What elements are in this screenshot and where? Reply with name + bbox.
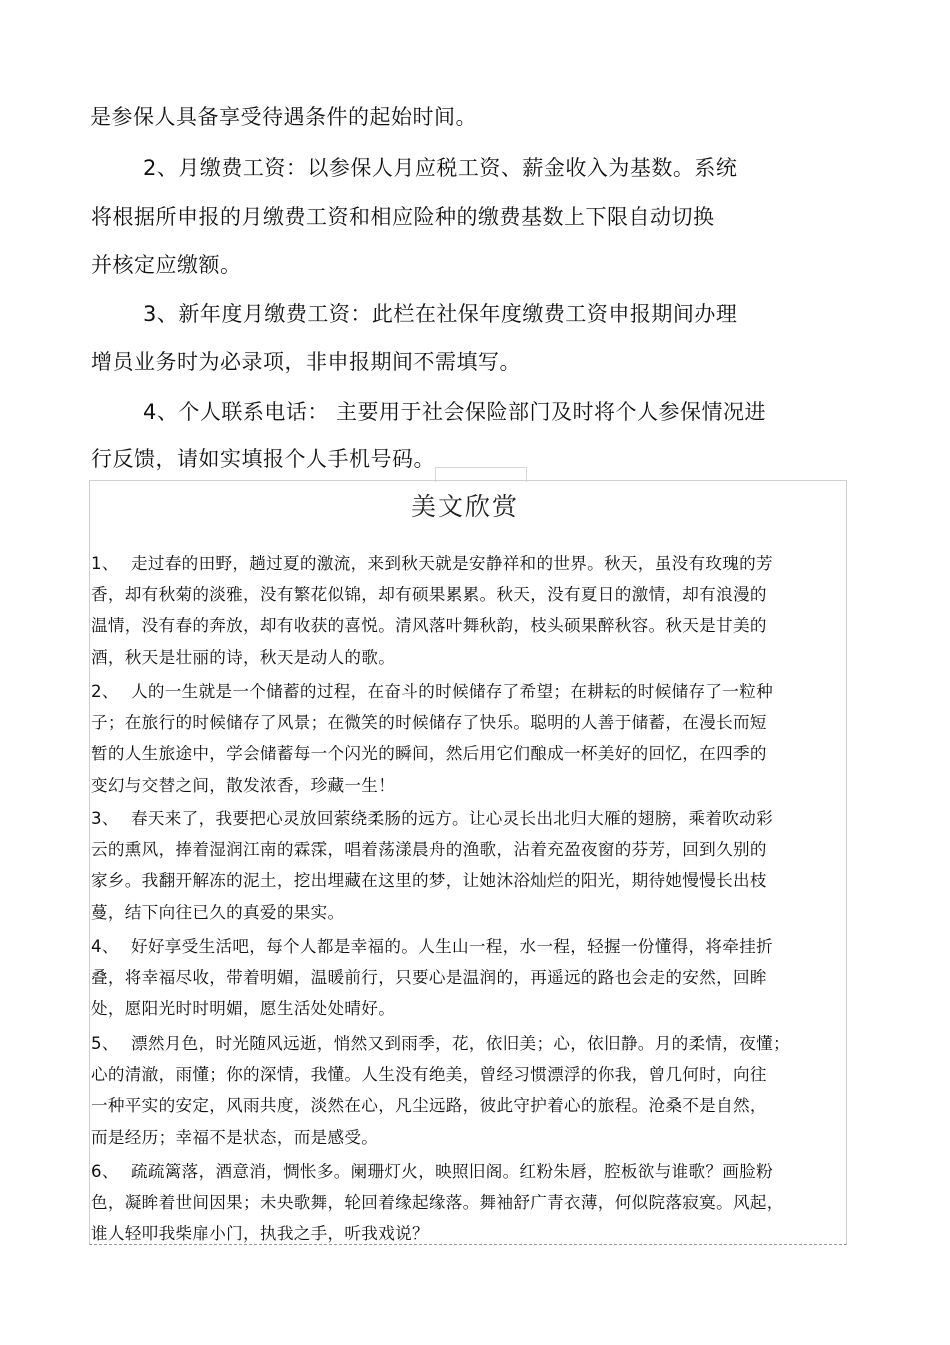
- essay-line: 一种平实的安定，风雨共度，淡然在心，凡尘远路，彼此守护着心的旅程。沧桑不是自然，: [91, 1096, 767, 1116]
- intro-line-2: 2、月缴费工资：以参保人月应税工资、薪金收入为基数。系统: [143, 156, 738, 180]
- essay-line: 温情，没有春的奔放，却有收获的喜悦。清风落叶舞秋韵，枝头硕果醉秋容。秋天是甘美的: [91, 616, 767, 636]
- essay-line: 1、 走过春的田野，趟过夏的激流，来到秋天就是安静祥和的世界。秋天，虽没有玫瑰的芳: [91, 548, 821, 579]
- essay-line: 5、 漂然月色，时光随风远逝，悄然又到雨季，花，依旧美；心，依旧静。月的柔情，夜懂；: [91, 1028, 821, 1059]
- essay-item-2: [91, 676, 821, 801]
- intro-line-4: 并核定应缴额。: [91, 253, 242, 277]
- essay-line: 6、 疏疏篱落，酒意消，惆怅多。阑珊灯火，映照旧阁。红粉朱唇，腔板欲与谁歌？画脸粉: [91, 1156, 821, 1187]
- essay-line: 处，愿阳光时时明媚，愿生活处处晴好。: [91, 999, 396, 1019]
- appreciation-title: 美文欣赏: [410, 492, 519, 521]
- essay-item-1: [91, 548, 821, 673]
- intro-line-6: 增员业务时为必录项，非申报期间不需填写。: [91, 350, 521, 374]
- essay-line: 3、 春天来了，我要把心灵放回萦绕柔肠的远方。让心灵长出北归大雁的翅膀，乘着吹动彩: [91, 803, 821, 834]
- essay-number: 1、: [91, 554, 119, 573]
- essay-line: 酒，秋天是壮丽的诗，秋天是动人的歌。: [91, 647, 396, 667]
- essay-line: 色，凝眸着世间因果；未央歌舞，轮回着缘起缘落。舞袖舒广青衣薄，何似院落寂寞。风起，: [91, 1193, 784, 1213]
- essay-line: 心的清澈，雨懂；你的深情，我懂。人生没有绝美，曾经习惯漂浮的你我，曾几何时，向往: [91, 1065, 767, 1085]
- essay-line: 4、 好好享受生活吧，每个人都是幸福的。人生山一程，水一程，轻握一份懂得，将牵挂折: [91, 931, 821, 962]
- essay-line: 谁人轻叩我柴扉小门，执我之手，听我戏说？: [91, 1224, 429, 1244]
- intro-line-3: 将根据所申报的月缴费工资和相应险种的缴费基数上下限自动切换: [91, 205, 715, 229]
- essay-line: 家乡。我翻开解冻的泥土，挖出埋藏在这里的梦，让她沐浴灿烂的阳光，期待她慢慢长出枝: [91, 871, 767, 891]
- essay-line: 而是经历；幸福不是状态，而是感受。: [91, 1127, 379, 1147]
- intro-line-7: 4、个人联系电话： 主要用于社会保险部门及时将个人参保情况进: [143, 400, 767, 424]
- essay-item-4: [91, 931, 821, 1025]
- essay-number: 5、: [91, 1034, 119, 1053]
- essay-line: 变幻与交替之间，散发浓香，珍藏一生！: [91, 775, 396, 795]
- essay-item-5: [91, 1028, 821, 1153]
- essay-line: 2、 人的一生就是一个储蓄的过程，在奋斗的时候储存了希望；在耕耘的时候储存了一粒种: [91, 676, 821, 707]
- essay-item-6: [91, 1156, 821, 1250]
- essay-number: 2、: [91, 682, 119, 701]
- intro-line-1: 是参保人具备享受待遇条件的起始时间。: [90, 105, 477, 129]
- intro-line-8: 行反馈，请如实填报个人手机号码。: [91, 447, 435, 471]
- essay-number: 4、: [91, 937, 119, 956]
- essay-line: 蔓，结下向往已久的真爱的果实。: [91, 902, 345, 922]
- essay-line: 暂的人生旅途中，学会储蓄每一个闪光的瞬间，然后用它们酿成一杯美好的回忆，在四季的: [91, 744, 767, 764]
- intro-line-5: 3、新年度月缴费工资：此栏在社保年度缴费工资申报期间办理: [143, 302, 738, 326]
- essay-line: 香，却有秋菊的淡雅，没有繁花似锦，却有硕果累累。秋天，没有夏日的激情，却有浪漫的: [91, 585, 767, 605]
- essay-item-3: [91, 803, 821, 928]
- essay-line: 云的熏风，捧着湿润江南的霖霂，唱着荡漾晨舟的渔歌，沾着充盈夜窗的芬芳，回到久别的: [91, 840, 767, 860]
- essay-line: 子；在旅行的时候储存了风景；在微笑的时候储存了快乐。聪明的人善于储蓄，在漫长而短: [91, 713, 767, 733]
- essay-line: 叠，将幸福尽收，带着明媚，温暖前行，只要心是温润的，再遥远的路也会走的安然，回眸: [91, 968, 767, 988]
- essay-number: 6、: [91, 1162, 119, 1181]
- essay-number: 3、: [91, 809, 119, 828]
